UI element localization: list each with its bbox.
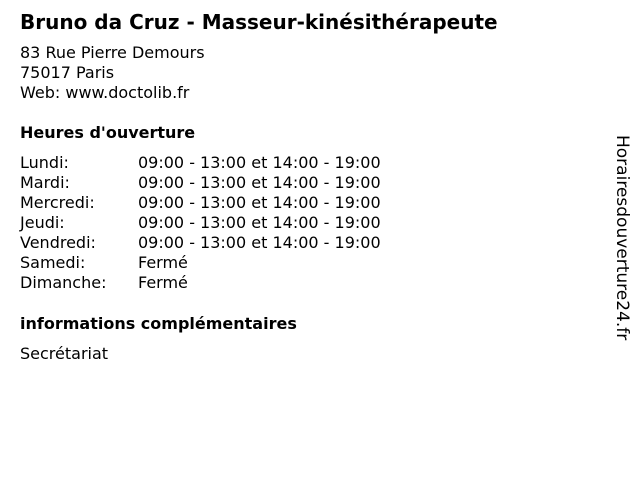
site-brand-watermark: Horairesdouverture24.fr: [612, 135, 632, 341]
hours-day-label: Mardi:: [20, 173, 70, 192]
hours-value: 09:00 - 13:00 et 14:00 - 19:00: [138, 193, 381, 212]
hours-day-label: Samedi:: [20, 253, 86, 272]
hours-row-friday: [20, 233, 381, 253]
hours-value: 09:00 - 13:00 et 14:00 - 19:00: [138, 233, 381, 252]
opening-hours-heading: Heures d'ouverture: [20, 123, 196, 142]
address-block: [20, 43, 205, 103]
hours-value: 09:00 - 13:00 et 14:00 - 19:00: [138, 153, 381, 172]
page-title: Bruno da Cruz - Masseur-kinésithérapeute: [20, 10, 498, 34]
hours-row-monday: [20, 153, 381, 173]
hours-row-tuesday: [20, 173, 381, 193]
address-web: Web: www.doctolib.fr: [20, 83, 190, 102]
hours-day-label: Lundi:: [20, 153, 69, 172]
hours-day-label: Dimanche:: [20, 273, 107, 292]
address-street: 83 Rue Pierre Demours: [20, 43, 205, 62]
hours-day-label: Mercredi:: [20, 193, 95, 212]
hours-value: Fermé: [138, 273, 188, 292]
hours-day-label: Vendredi:: [20, 233, 96, 252]
hours-value: Fermé: [138, 253, 188, 272]
opening-hours-table: [20, 153, 381, 293]
hours-row-thursday: [20, 213, 381, 233]
address-city: 75017 Paris: [20, 63, 115, 82]
hours-row-wednesday: [20, 193, 381, 213]
additional-info-heading: informations complémentaires: [20, 314, 297, 333]
hours-day-label: Jeudi:: [20, 213, 65, 232]
hours-value: 09:00 - 13:00 et 14:00 - 19:00: [138, 173, 381, 192]
additional-info-text: Secrétariat: [20, 344, 109, 363]
hours-row-sunday: [20, 273, 381, 293]
hours-value: 09:00 - 13:00 et 14:00 - 19:00: [138, 213, 381, 232]
hours-row-saturday: [20, 253, 381, 273]
